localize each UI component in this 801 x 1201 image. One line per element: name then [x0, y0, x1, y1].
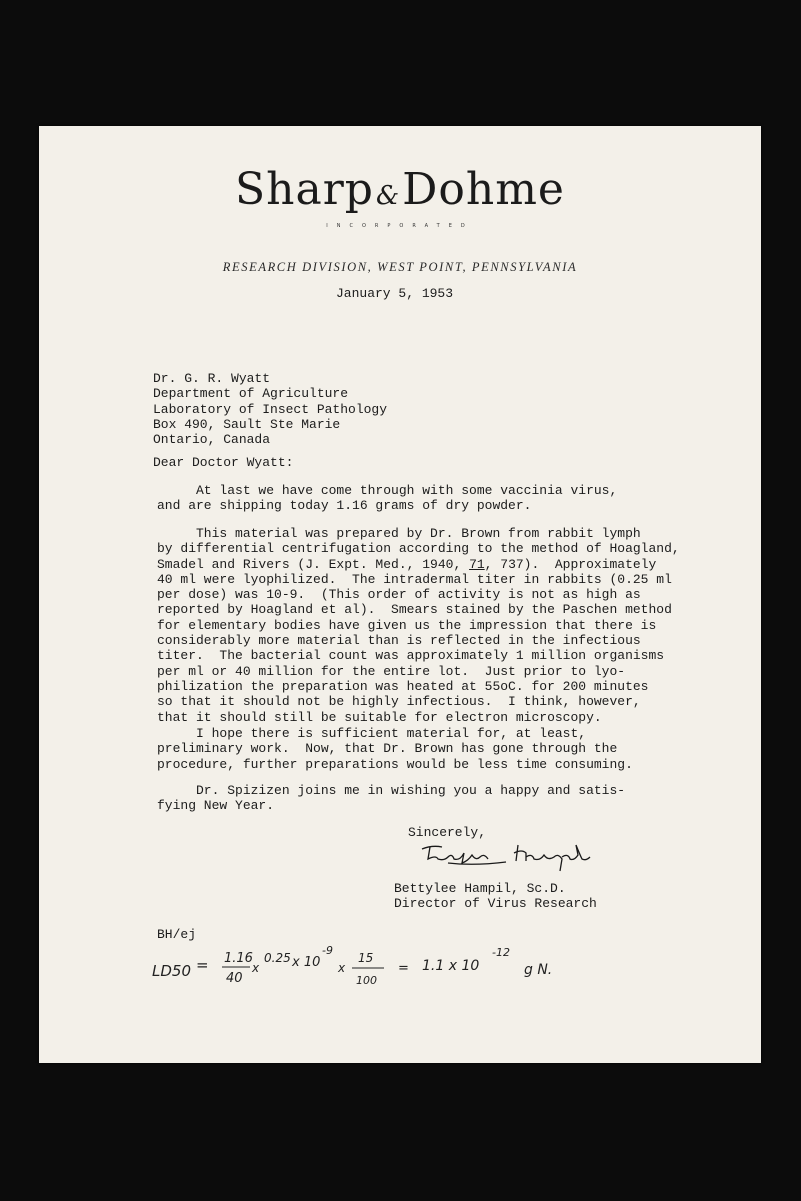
- greeting: Dear Doctor Wyatt:: [153, 455, 294, 470]
- text-fragment: Smadel and Rivers (J. Expt. Med., 1940,: [157, 556, 470, 572]
- text-line: for elementary bodies have given us the impression that there is: [157, 617, 657, 633]
- paragraph-4: [157, 783, 625, 814]
- division-line: RESEARCH DIVISION, WEST POINT, PENNSYLVANIA: [222, 260, 578, 274]
- signer-title: Director of Virus Research: [394, 896, 597, 912]
- signature-block: [394, 881, 597, 912]
- incorporated-label: INCORPORATED: [326, 223, 474, 229]
- text-line: fying New Year.: [157, 798, 275, 814]
- calc-fraction2-num: 15: [358, 951, 374, 965]
- recipient-line: Box 490, Sault Ste Marie: [153, 416, 341, 432]
- text-line: and are shipping today 1.16 grams of dry powder.: [157, 498, 532, 514]
- calc-times: x: [338, 961, 346, 975]
- text-line: preliminary work. Now, that Dr. Brown has gone through the: [157, 741, 618, 757]
- text-line: procedure, further preparations would be less time consuming.: [157, 756, 633, 772]
- calc-exponent: -12: [492, 946, 510, 959]
- logo-word-dohme: Dohme: [402, 164, 565, 215]
- recipient-line: Ontario, Canada: [153, 432, 271, 448]
- journal-volume: 71: [469, 556, 485, 572]
- text-line: by differential centrifugation according to the method of Hoagland,: [157, 541, 680, 557]
- calc-term: 0.25: [264, 951, 291, 965]
- text-line: per ml or 40 million for the entire lot. Just prior to lyo-: [157, 663, 626, 679]
- text-line: considerably more material than is reflected in the infectious: [157, 633, 641, 649]
- handwritten-calculation: [146, 946, 646, 1016]
- company-logo: [39, 164, 761, 215]
- text-line: philization the preparation was heated at 55oC. for 200 minutes: [157, 678, 649, 694]
- calc-result: 1.1 x 10: [422, 958, 480, 974]
- text-line: reported by Hoagland et al). Smears stained by the Paschen method: [157, 602, 672, 618]
- signer-name: Bettylee Hampil, Sc.D.: [394, 881, 566, 896]
- text-line: so that it should not be highly infectious. I think, however,: [157, 694, 641, 710]
- calc-fraction1-num: 1.16: [224, 951, 253, 966]
- paragraph-3: [157, 726, 633, 772]
- text-line: per dose) was 10-9. (This order of activity is not as high as: [157, 587, 641, 603]
- calc-term: x 10: [292, 955, 321, 970]
- text-line: This material was prepared by Dr. Brown from rabbit lymph: [157, 526, 641, 541]
- recipient-address: [153, 371, 387, 447]
- paragraph-2: [157, 526, 680, 725]
- letter-date: January 5, 1953: [336, 286, 454, 301]
- text-line: that it should still be suitable for electron microscopy.: [157, 709, 602, 725]
- typist-initials: BH/ej: [157, 927, 197, 942]
- closing: Sincerely,: [408, 825, 487, 840]
- calc-fraction1-den: 40: [226, 971, 243, 986]
- recipient-line: Department of Agriculture: [153, 386, 349, 402]
- text-line: I hope there is sufficient material for, at least,: [157, 726, 587, 741]
- text-line: At last we have come through with some vaccinia virus,: [157, 483, 618, 498]
- handwritten-signature: [414, 835, 614, 875]
- logo-ampersand: &: [375, 181, 401, 211]
- calc-fraction2-den: 100: [356, 974, 377, 987]
- paragraph-1: [157, 483, 617, 514]
- text-fragment: , 737). Approximately: [484, 556, 657, 572]
- calc-lhs: LD50: [152, 962, 191, 980]
- recipient-name: Dr. G. R. Wyatt: [153, 371, 271, 386]
- calc-exponent: -9: [322, 946, 333, 957]
- calc-equals: =: [398, 961, 409, 976]
- text-line: 40 ml were lyophilized. The intradermal titer in rabbits (0.25 ml: [157, 571, 672, 587]
- text-line: titer. The bacterial count was approximately 1 million organisms: [157, 648, 665, 664]
- text-line: [157, 557, 680, 572]
- text-line: Dr. Spizizen joins me in wishing you a happy and satis-: [157, 783, 626, 798]
- calc-unit: g N.: [524, 962, 553, 978]
- calc-equals: =: [196, 956, 209, 974]
- letter-page: [39, 126, 761, 1063]
- logo-word-sharp: Sharp: [235, 164, 374, 215]
- calc-times: x: [252, 961, 260, 975]
- recipient-line: Laboratory of Insect Pathology: [153, 401, 388, 417]
